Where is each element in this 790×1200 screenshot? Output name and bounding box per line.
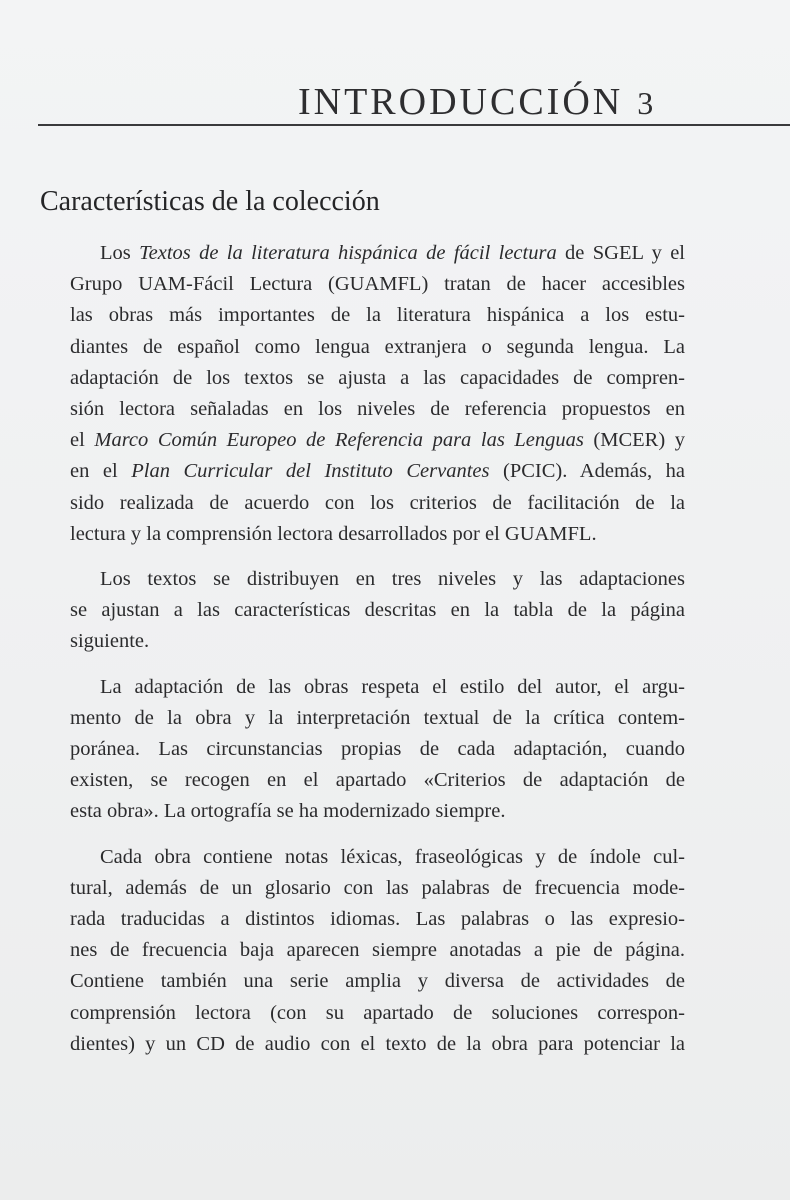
text-segment: sido realizada de acuerdo con los criterios de facilitación de la bbox=[70, 491, 685, 514]
text-segment: Contiene también una serie amplia y diversa de actividades de bbox=[70, 970, 685, 993]
page-number: 3 bbox=[637, 85, 657, 121]
text-segment: diantes de español como lengua extranjera o segunda lengua. La bbox=[70, 335, 685, 358]
text-segment: dientes) y un CD de audio con el texto de la obra para potenciar la bbox=[70, 1032, 685, 1055]
paragraph bbox=[70, 564, 685, 658]
text-line bbox=[70, 332, 685, 363]
section-title: Características de la colección bbox=[40, 186, 380, 217]
text-line bbox=[70, 765, 685, 796]
text-segment: (MCER) y bbox=[583, 429, 686, 452]
italic-title: Textos de la literatura hispánica de fácil lectura bbox=[139, 242, 557, 264]
text-segment: lectura y la comprensión lectora desarrollados por el GUAMFL. bbox=[70, 522, 597, 545]
text-line bbox=[70, 269, 685, 300]
text-segment: existen, se recogen en el apartado «Criterios de adaptación de bbox=[70, 769, 685, 792]
text-segment: se ajustan a las características descritas en la tabla de la página bbox=[70, 599, 685, 622]
text-line bbox=[70, 300, 685, 331]
text-segment: en el bbox=[70, 460, 132, 483]
chapter-title: INTRODUCCIÓN bbox=[298, 81, 624, 123]
text-segment: Los textos se distribuyen en tres niveles y las adaptaciones bbox=[100, 568, 685, 591]
text-line bbox=[70, 842, 685, 873]
text-segment: Grupo UAM-Fácil Lectura (GUAMFL) tratan de hacer accesibles bbox=[70, 273, 685, 296]
text-line bbox=[70, 456, 685, 487]
text-segment: (PCIC). Además, ha bbox=[489, 460, 685, 483]
running-header bbox=[298, 80, 656, 124]
paragraph bbox=[70, 842, 685, 1060]
text-segment: poránea. Las circunstancias propias de cada adaptación, cuando bbox=[70, 738, 685, 761]
text-segment: de SGEL y el bbox=[556, 242, 686, 264]
text-line bbox=[70, 796, 685, 827]
text-line bbox=[70, 904, 685, 935]
text-segment: el bbox=[70, 429, 95, 452]
paragraph bbox=[70, 672, 685, 828]
text-line bbox=[70, 626, 685, 657]
body-text bbox=[70, 238, 685, 1074]
italic-title: Plan Curricular del Instituto Cervantes bbox=[131, 460, 490, 483]
text-segment: nes de frecuencia baja aparecen siempre anotadas a pie de página. bbox=[70, 939, 685, 962]
italic-title: Marco Común Europeo de Referencia para las Lenguas bbox=[94, 429, 584, 452]
text-segment: sión lectora señaladas en los niveles de referencia propuestos en bbox=[70, 398, 685, 421]
text-line bbox=[70, 394, 685, 425]
text-line bbox=[70, 425, 685, 456]
text-line bbox=[70, 238, 685, 269]
text-line bbox=[70, 595, 685, 626]
text-segment: siguiente. bbox=[70, 630, 150, 653]
text-line bbox=[70, 564, 685, 595]
text-line bbox=[70, 873, 685, 904]
text-segment: mento de la obra y la interpretación textual de la crítica contem- bbox=[70, 706, 685, 729]
text-line bbox=[70, 966, 685, 997]
text-segment: Cada obra contiene notas léxicas, fraseológicas y de índole cul- bbox=[100, 845, 685, 868]
paragraph bbox=[70, 238, 685, 550]
text-segment: Los bbox=[100, 242, 140, 264]
text-line bbox=[70, 672, 685, 703]
text-segment: esta obra». La ortografía se ha modernizado siempre. bbox=[70, 800, 506, 823]
header-rule bbox=[38, 124, 790, 126]
text-segment: comprensión lectora (con su apartado de soluciones correspon- bbox=[70, 1001, 685, 1024]
text-line bbox=[70, 1029, 685, 1060]
text-line bbox=[70, 703, 685, 734]
text-segment: tural, además de un glosario con las palabras de frecuencia mode- bbox=[70, 876, 685, 899]
text-segment: La adaptación de las obras respeta el estilo del autor, el argu- bbox=[100, 675, 685, 698]
text-line bbox=[70, 734, 685, 765]
text-line bbox=[70, 363, 685, 394]
text-line bbox=[70, 519, 685, 550]
text-segment: adaptación de los textos se ajusta a las capacidades de compren- bbox=[70, 366, 685, 389]
text-line bbox=[70, 488, 685, 519]
text-segment: las obras más importantes de la literatura hispánica a los estu- bbox=[70, 304, 685, 327]
text-segment: rada traducidas a distintos idiomas. Las palabras o las expresio- bbox=[70, 908, 685, 931]
text-line bbox=[70, 998, 685, 1029]
text-line bbox=[70, 935, 685, 966]
